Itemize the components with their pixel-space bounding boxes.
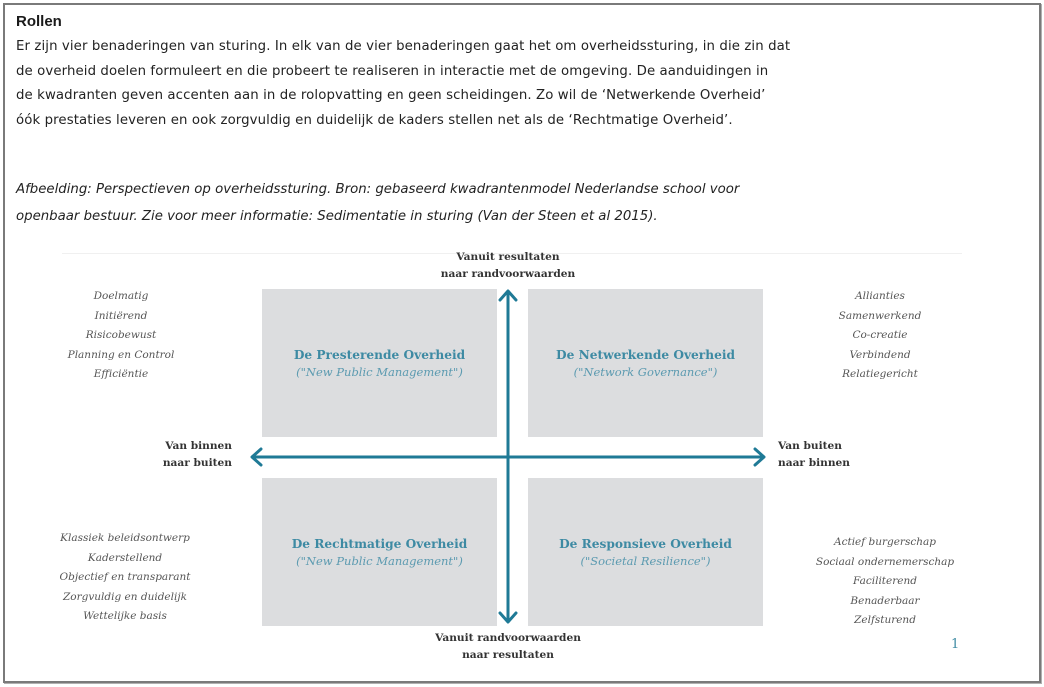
axis-label-left: Van binnen naar buiten xyxy=(162,440,232,469)
paragraph-line: óók prestaties leveren en ook zorgvuldig en duidelijk de kaders stellen net als de ‘Rechtmatige Overheid’. xyxy=(16,112,733,128)
axis-label-top: Vanuit resultaten naar randvoorwaarden xyxy=(440,251,576,280)
axis-label-right: Van buiten naar binnen xyxy=(778,440,850,469)
section-heading: Rollen xyxy=(16,13,62,30)
paragraph-line: de overheid doelen formuleert en die probeert te realiseren in interactie met de omgeving. De aanduidingen in xyxy=(16,63,769,79)
quadrant-subtitle: ("Societal Resilience") xyxy=(580,553,711,568)
quadrant-title: De Responsieve Overheid xyxy=(559,536,732,551)
caption-line: openbaar bestuur. Zie voor meer informatie: Sedimentatie in sturing (Van der Steen et al 2015). xyxy=(16,209,658,224)
caption-line: Afbeelding: Perspectieven op overheidssturing. Bron: gebaseerd kwadrantenmodel Nederlandse school voor xyxy=(16,182,740,197)
axis-label-bottom: Vanuit randvoorwaarden naar resultaten xyxy=(435,632,581,661)
quadrant-title: De Presterende Overheid xyxy=(293,347,466,362)
quadrant-subtitle: ("Network Governance") xyxy=(573,364,718,379)
quadrant-title: De Rechtmatige Overheid xyxy=(291,536,468,551)
traits-bottom-left: Klassiek beleidsontwerp Kaderstellend Objectief en transparant Zorgvuldig en duidelijk Wettelijke basis xyxy=(59,532,191,622)
paragraph-line: Er zijn vier benaderingen van sturing. In elk van de vier benaderingen gaat het om overheidssturing, in die zin dat xyxy=(16,39,791,54)
quadrant-title: De Netwerkende Overheid xyxy=(556,347,735,362)
traits-bottom-right: Actief burgerschap Sociaal ondernemerschap Faciliterend Benaderbaar Zelfsturend xyxy=(815,536,955,626)
traits-top-right: Allianties Samenwerkend Co-creatie Verbindend Relatiegericht xyxy=(838,290,922,380)
quadrant-subtitle: ("New Public Management") xyxy=(296,364,463,379)
quadrant-subtitle: ("New Public Management") xyxy=(296,553,463,568)
page-number: 1 xyxy=(951,637,960,652)
paragraph-line: de kwadranten geven accenten aan in de rolopvatting en geen scheidingen. Zo wil de ‘Netwerkende Overheid’ xyxy=(16,88,766,103)
traits-top-left: Doelmatig Initiërend Risicobewust Planning en Control Efficiëntie xyxy=(67,290,175,380)
